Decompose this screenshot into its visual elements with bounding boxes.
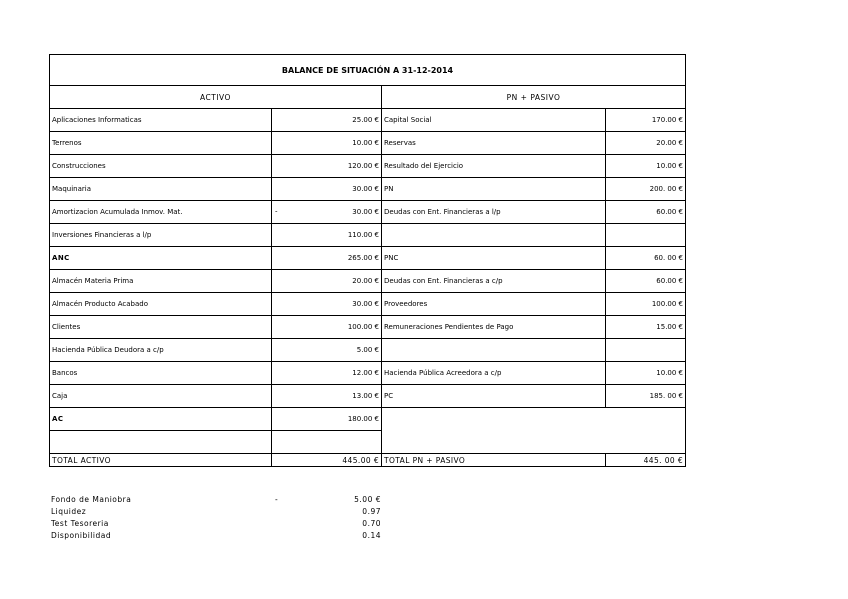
pasivo-header: PN + PASIVO [382,86,686,109]
activo-label: Maquinaria [50,178,272,201]
balance-title: BALANCE DE SITUACIÓN A 31-12-2014 [50,55,686,86]
activo-label: Hacienda Pública Deudora a c/p [50,339,272,362]
activo-value: 13.00 € [272,385,382,408]
activo-value: 30.00 € [272,178,382,201]
activo-label: Caja [50,385,272,408]
pasivo-label: Deudas con Ent. Financieras a l/p [382,201,606,224]
activo-value [272,431,382,454]
table-row [50,293,686,316]
pasivo-value: 10.00 € [606,155,686,178]
ac-value: 180.00 € [272,408,382,431]
activo-label: Clientes [50,316,272,339]
ratio-label: Liquidez [51,507,87,516]
activo-label: Almacén Producto Acabado [50,293,272,316]
table-row [50,316,686,339]
table-row [50,224,686,247]
ratio-label: Test Tesoreria [51,519,109,528]
pasivo-value: 10.00 € [606,362,686,385]
pasivo-label [382,339,606,362]
table-row [50,270,686,293]
pasivo-label: Proveedores [382,293,606,316]
ratio-value: 0.14 [362,531,381,540]
activo-value: 12.00 € [272,362,382,385]
balance-sheet-table [49,54,686,467]
ratio-row-liquidez [51,506,391,518]
pasivo-value: 100.00 € [606,293,686,316]
activo-label: Terrenos [50,132,272,155]
pc-value: 185. 00 € [606,385,686,408]
table-row [50,408,686,431]
table-row [50,201,686,224]
table-row [50,362,686,385]
activo-value: 10.00 € [272,132,382,155]
table-row [50,155,686,178]
pasivo-label [382,224,606,247]
ac-label: AC [50,408,272,431]
activo-value: 100.00 € [272,316,382,339]
total-activo-label: TOTAL ACTIVO [50,454,272,467]
pasivo-label: Resultado del Ejercicio [382,155,606,178]
activo-value: 25.00 € [272,109,382,132]
pasivo-value: 170.00 € [606,109,686,132]
anc-label: ANC [50,247,272,270]
pnc-label: PNC [382,247,606,270]
activo-value-cell [272,201,382,224]
ratio-value: 0.70 [362,519,381,528]
ratio-row-fondo-maniobra [51,494,391,506]
ratios-block [51,494,391,542]
total-pasivo-value: 445. 00 € [606,454,686,467]
pn-subtotal-value: 200. 00 € [606,178,686,201]
pnc-value: 60. 00 € [606,247,686,270]
activo-label: Construcciones [50,155,272,178]
table-row [50,339,686,362]
anc-value: 265.00 € [272,247,382,270]
activo-label: Aplicaciones Informaticas [50,109,272,132]
empty-pasivo-block [382,408,686,454]
ratio-row-disponibilidad [51,530,391,542]
pasivo-label: Remuneraciones Pendientes de Pago [382,316,606,339]
pc-label: PC [382,385,606,408]
table-row [50,247,686,270]
pasivo-value: 20.00 € [606,132,686,155]
activo-value: 5.00 € [272,339,382,362]
ratio-value: 5.00 € [354,495,381,504]
table-row [50,178,686,201]
activo-value: 110.00 € [272,224,382,247]
table-row [50,385,686,408]
ratio-row-test-tesoreria [51,518,391,530]
pasivo-label: PN [382,178,606,201]
pasivo-value: 60.00 € [606,201,686,224]
activo-label: Inversiones Financieras a l/p [50,224,272,247]
negative-dash: - [275,207,278,216]
table-row [50,109,686,132]
ratio-label: Disponibilidad [51,531,112,540]
activo-value: 30.00 € [272,293,382,316]
activo-label [50,431,272,454]
total-activo-value: 445.00 € [272,454,382,467]
activo-label: Amortizacion Acumulada Inmov. Mat. [50,201,272,224]
total-pasivo-label: TOTAL PN + PASIVO [382,454,606,467]
pasivo-label: Capital Social [382,109,606,132]
negative-dash: - [275,495,279,504]
activo-value: 20.00 € [272,270,382,293]
pasivo-value [606,339,686,362]
table-row [50,132,686,155]
activo-value: 30.00 € [352,208,379,216]
pasivo-label: Deudas con Ent. Financieras a c/p [382,270,606,293]
pasivo-label: Hacienda Pública Acreedora a c/p [382,362,606,385]
pasivo-value: 15.00 € [606,316,686,339]
ratio-label: Fondo de Maniobra [51,495,132,504]
pasivo-value [606,224,686,247]
ratio-value: 0.97 [362,507,381,516]
activo-value: 120.00 € [272,155,382,178]
pasivo-label: Reservas [382,132,606,155]
total-row [50,454,686,467]
pasivo-value: 60.00 € [606,270,686,293]
activo-header: ACTIVO [50,86,382,109]
activo-label: Bancos [50,362,272,385]
activo-label: Almacén Materia Prima [50,270,272,293]
